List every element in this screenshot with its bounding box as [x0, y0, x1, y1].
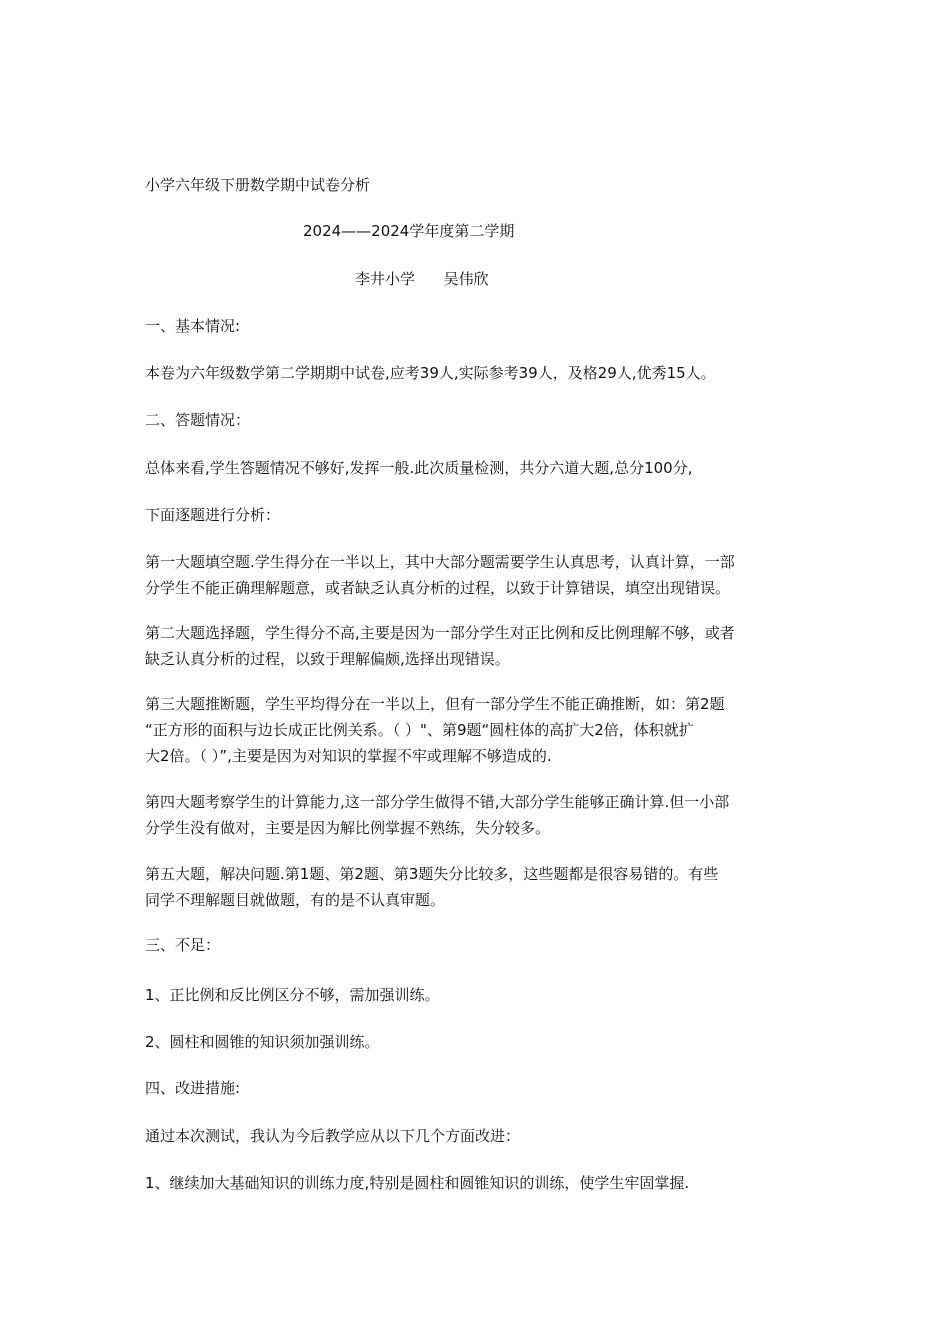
question-5-analysis	[145, 861, 810, 913]
section-2-heading: 二、答题情况：	[145, 411, 251, 429]
paragraph-line: 同学不理解题目就做题，有的是不认真审题。	[145, 891, 446, 909]
section-4-item-1: 1、继续加大基础知识的训练力度,特别是圆柱和圆锥知识的训练，使学生牢固掌握.	[145, 1174, 690, 1192]
section-3-item-1: 1、正比例和反比例区分不够，需加强训练。	[145, 986, 440, 1004]
author-line: 李井小学 吴伟欣	[355, 270, 489, 288]
paragraph-line: 分学生没有做对，主要是因为解比例掌握不熟练，失分较多。	[145, 819, 551, 837]
question-2-analysis	[145, 620, 810, 672]
paragraph-line: 大2倍。（ ）”,主要是因为对知识的掌握不牢或理解不够造成的.	[145, 747, 552, 765]
paragraph-line: 分学生不能正确理解题意，或者缺乏认真分析的过程，以致于计算错误，填空出现错误。	[145, 579, 731, 597]
paragraph-line: 第二大题选择题，学生得分不高,主要是因为一部分学生对正比例和反比例理解不够，或者	[145, 624, 735, 642]
section-2-intro: 下面逐题进行分析：	[145, 506, 281, 524]
question-3-analysis	[145, 691, 810, 769]
section-2-summary: 总体来看,学生答题情况不够好,发挥一般.此次质量检测，共分六道大题,总分100分,	[145, 459, 693, 477]
paragraph-line: 第一大题填空题.学生得分在一半以上，其中大部分题需要学生认真思考，认真计算，一部	[145, 553, 735, 571]
paragraph-line: 第五大题，解决问题.第1题、第2题、第3题失分比较多，这些题都是很容易错的。有些	[145, 865, 719, 883]
section-1-text: 本卷为六年级数学第二学期期中试卷,应考39人,实际参考39人，及格29人,优秀15人。	[145, 364, 716, 382]
section-3-heading: 三、不足：	[145, 936, 221, 954]
paragraph-line: 第三大题推断题，学生平均得分在一半以上，但有一部分学生不能正确推断，如：第2题	[145, 695, 725, 713]
paragraph-line: “正方形的面积与边长成正比例关系。（ ）"、第9题“圆柱体的高扩大2倍，体积就扩	[145, 721, 694, 739]
school-year-line: 2024——2024学年度第二学期	[303, 222, 515, 240]
document-title: 小学六年级下册数学期中试卷分析	[145, 176, 371, 194]
section-3-item-2: 2、圆柱和圆锥的知识须加强训练。	[145, 1033, 380, 1051]
paragraph-line: 缺乏认真分析的过程，以致于理解偏颇,选择出现错误。	[145, 650, 510, 668]
question-1-analysis	[145, 549, 810, 601]
section-1-heading: 一、基本情况:	[145, 317, 241, 335]
section-4-intro: 通过本次测试，我认为今后教学应从以下几个方面改进：	[145, 1127, 521, 1145]
question-4-analysis	[145, 789, 810, 841]
paragraph-line: 第四大题考察学生的计算能力,这一部分学生做得不错,大部分学生能够正确计算.但一小部	[145, 793, 730, 811]
section-4-heading: 四、改进措施:	[145, 1079, 241, 1097]
